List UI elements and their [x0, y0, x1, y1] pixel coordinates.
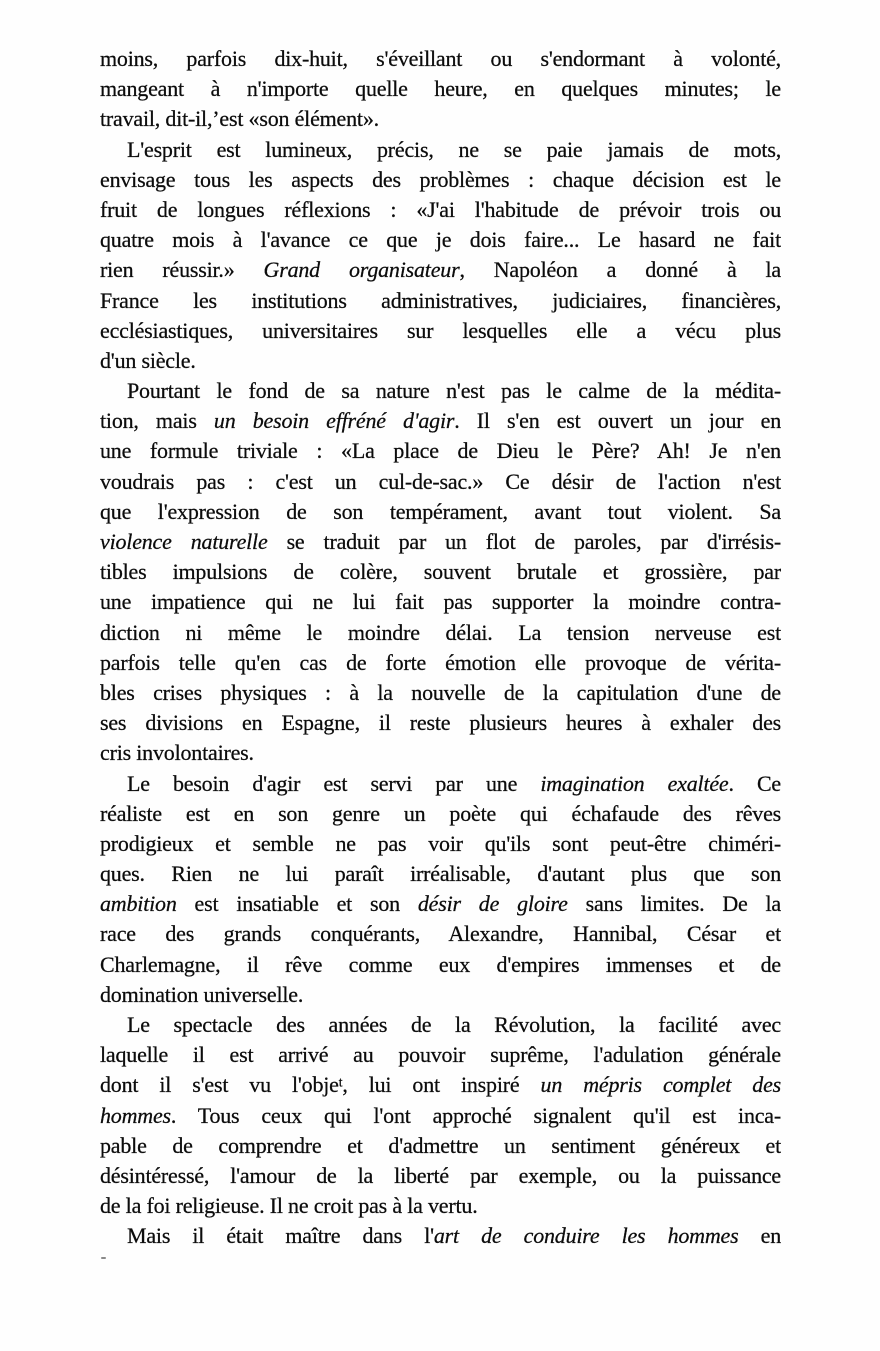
text-line: [100, 1131, 781, 1161]
text-segment: voudrais pas : c'est un cul-de-sac.» Ce désir de l'action n'est: [100, 468, 781, 494]
text-segment: est insatiable et son: [176, 891, 418, 917]
text-line: [100, 436, 781, 466]
text-block: [100, 44, 781, 1252]
text-line: [100, 799, 781, 829]
text-segment: une impatience qui ne lui fait pas supporter la moindre contra-: [100, 589, 781, 615]
scan-artifact-mark: [101, 1257, 106, 1259]
text-segment: L'esprit est lumineux, précis, ne se paie jamais de mots,: [127, 136, 781, 162]
italic-text-segment: art de conduire les hommes: [433, 1223, 739, 1249]
text-line: [100, 195, 781, 225]
text-line: [100, 769, 781, 799]
text-segment: tion, mais: [100, 408, 214, 434]
text-line: [100, 286, 781, 316]
text-line: [100, 497, 781, 527]
text-segment: cris involontaires.: [100, 740, 254, 766]
text-segment: se traduit par un flot de paroles, par d'irrésis-: [267, 529, 781, 554]
text-line: [100, 1010, 781, 1040]
text-line: [100, 1101, 781, 1131]
text-segment: travail, dit-il,’est «son élément».: [100, 106, 379, 132]
text-segment: . Ce: [728, 770, 781, 796]
text-line: [100, 225, 781, 255]
text-segment: tibles impulsions de colère, souvent brutale et grossière, par: [100, 559, 781, 585]
text-line: [100, 557, 781, 587]
text-segment: dont il s'est vu l'obje: [100, 1072, 339, 1098]
text-segment: . Tous ceux qui l'ont approché signalent qu'il est inca-: [170, 1102, 781, 1128]
text-segment: sans limites. De la: [567, 891, 781, 917]
text-segment: que l'expression de son tempérament, avant tout violent. Sa: [100, 498, 781, 524]
text-segment: domination universelle.: [100, 981, 304, 1007]
text-segment: , lui ont inspiré: [342, 1072, 541, 1098]
italic-text-segment: désir de gloire: [417, 891, 568, 917]
text-segment: d'un siècle.: [100, 347, 196, 373]
text-segment: envisage tous les aspects des problèmes : chaque décision est le: [100, 166, 781, 192]
italic-text-segment: ambition: [100, 891, 177, 917]
text-segment: diction ni même le moindre délai. La tension nerveuse est: [100, 619, 781, 645]
text-line: [100, 467, 781, 497]
text-segment: mangeant à n'importe quelle heure, en quelques minutes; le: [100, 76, 781, 102]
text-line: [100, 1070, 781, 1100]
text-line: [100, 678, 781, 708]
italic-text-segment: Grand organisateur: [263, 257, 460, 283]
italic-text-segment: un besoin effréné d'agir: [213, 408, 455, 434]
text-line: [100, 919, 781, 949]
text-line: [100, 316, 781, 346]
text-segment: Mais il était maître dans l': [127, 1223, 434, 1249]
text-line: [100, 74, 781, 104]
text-segment: race des grands conquérants, Alexandre, Hannibal, César et: [100, 921, 781, 947]
text-segment: pable de comprendre et d'admettre un sentiment généreux et: [100, 1132, 781, 1158]
text-line: [100, 44, 781, 74]
text-line: [100, 950, 781, 980]
text-line: [100, 1221, 781, 1251]
text-line: [100, 165, 781, 195]
italic-text-segment: violence naturelle: [100, 529, 268, 554]
text-segment: une formule triviale : «La place de Dieu le Père? Ah! Je n'en: [100, 438, 781, 464]
text-line: [100, 648, 781, 678]
text-segment: rien réussir.»: [100, 257, 264, 283]
text-line: [100, 406, 781, 436]
italic-text-segment: un mépris complet des: [540, 1072, 781, 1098]
text-line: [100, 1161, 781, 1191]
text-line: [100, 889, 781, 919]
text-segment: , Napoléon a donné à la: [459, 257, 781, 283]
text-segment: France les institutions administratives, judiciaires, financières,: [100, 287, 781, 313]
text-line: [100, 859, 781, 889]
text-segment: laquelle il est arrivé au pouvoir suprême, l'adulation générale: [100, 1042, 781, 1068]
text-line: [100, 104, 781, 134]
text-segment: bles crises physiques : à la nouvelle de la capitulation d'une de: [100, 679, 781, 705]
text-line: [100, 376, 781, 406]
text-line: [100, 527, 781, 557]
text-segment: prodigieux et semble ne pas voir qu'ils sont peut-être chiméri-: [100, 830, 781, 856]
text-segment: ses divisions en Espagne, il reste plusieurs heures à exhaler des: [100, 710, 781, 736]
text-segment: ques. Rien ne lui paraît irréalisable, d'autant plus que son: [100, 861, 781, 887]
text-segment: en: [738, 1223, 781, 1249]
text-segment: Le spectacle des années de la Révolution, la facilité avec: [127, 1012, 781, 1037]
text-segment: Pourtant le fond de sa nature n'est pas le calme de la médita-: [127, 378, 781, 404]
text-segment: . Il s'en est ouvert un jour en: [454, 408, 781, 434]
text-line: [100, 255, 781, 285]
text-segment: fruit de longues réflexions : «J'ai l'habitude de prévoir trois ou: [100, 196, 781, 222]
text-line: [100, 1040, 781, 1070]
text-segment: parfois telle qu'en cas de forte émotion elle provoque de vérita-: [100, 649, 781, 675]
text-segment: t: [338, 1074, 343, 1090]
text-line: [100, 1191, 781, 1221]
text-line: [100, 587, 781, 617]
text-line: [100, 738, 781, 768]
text-segment: moins, parfois dix-huit, s'éveillant ou s'endormant à volonté,: [100, 46, 781, 71]
text-line: [100, 980, 781, 1010]
text-segment: réaliste est en son genre un poète qui échafaude des rêves: [100, 800, 781, 826]
text-line: [100, 346, 781, 376]
text-line: [100, 708, 781, 738]
italic-text-segment: imagination exaltée: [540, 770, 729, 796]
text-segment: de la foi religieuse. Il ne croit pas à la vertu.: [100, 1193, 478, 1219]
text-segment: désintéressé, l'amour de la liberté par exemple, ou la puissance: [100, 1162, 781, 1188]
italic-text-segment: hommes: [100, 1102, 171, 1128]
text-line: [100, 829, 781, 859]
text-segment: Le besoin d'agir est servi par une: [127, 770, 541, 796]
text-segment: quatre mois à l'avance ce que je dois faire... Le hasard ne fait: [100, 227, 781, 253]
text-segment: Charlemagne, il rêve comme eux d'empires immenses et de: [100, 951, 781, 977]
text-line: [100, 135, 781, 165]
text-line: [100, 618, 781, 648]
text-segment: ecclésiastiques, universitaires sur lesquelles elle a vécu plus: [100, 317, 781, 343]
